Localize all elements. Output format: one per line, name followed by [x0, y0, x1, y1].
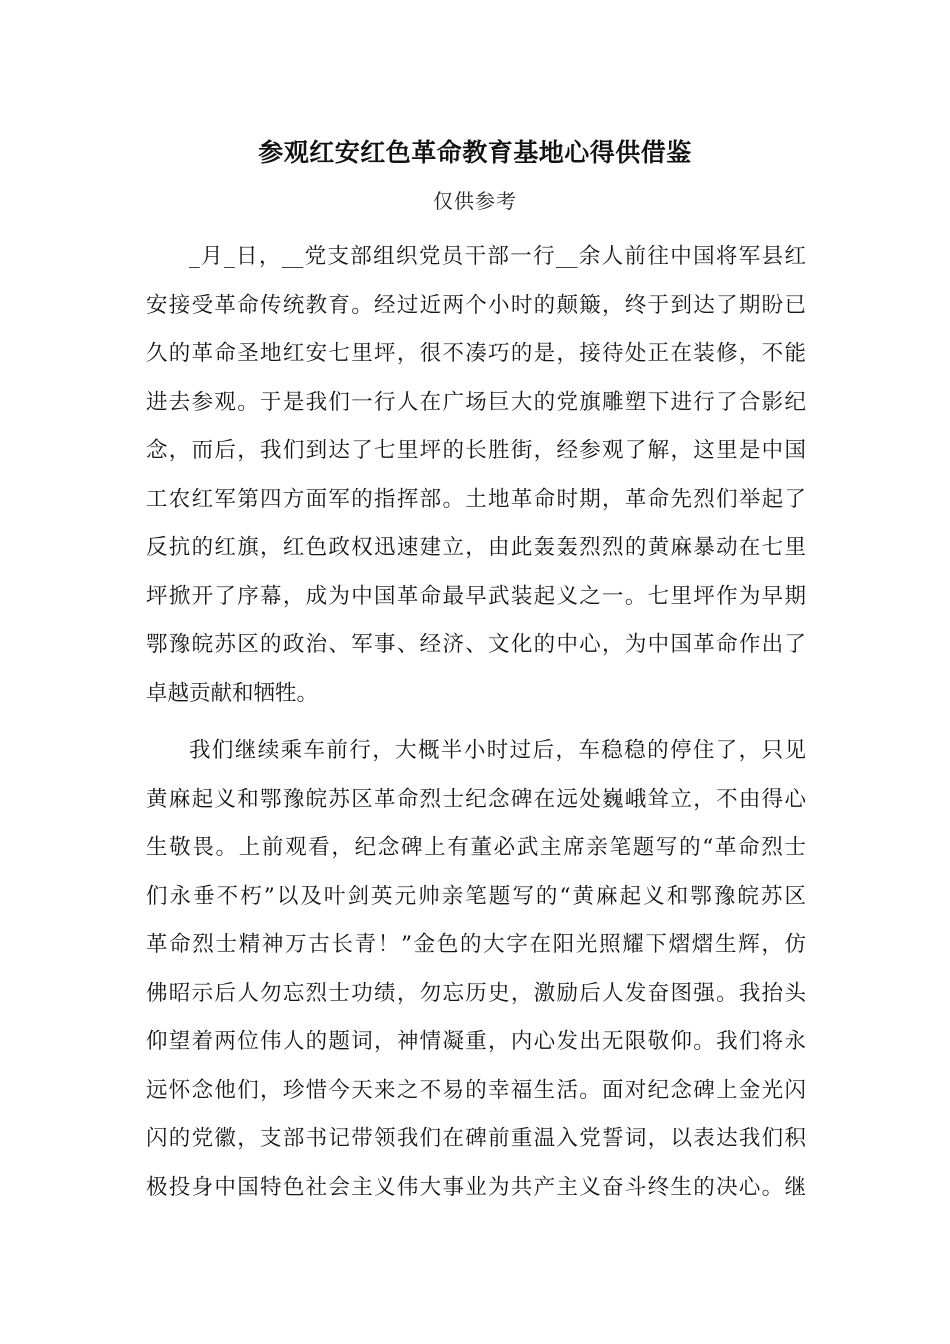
document-body: [146, 233, 806, 1212]
text-line: 们永垂不朽”以及叶剑英元帅亲笔题写的“黄麻起义和鄂豫皖苏区: [146, 883, 806, 909]
paragraph-2: [146, 727, 806, 1212]
paragraph-spacer: [146, 718, 806, 727]
text-line: 黄麻起义和鄂豫皖苏区革命烈士纪念碑在远处巍峨耸立，不由得心: [146, 786, 806, 812]
text-line: 进去参观。于是我们一行人在广场巨大的党旗雕塑下进行了合影纪: [146, 389, 806, 415]
text-line: 安接受革命传统教育。经过近两个小时的颠簸，终于到达了期盼已: [146, 292, 806, 318]
text-line: 远怀念他们，珍惜今天来之不易的幸福生活。面对纪念碑上金光闪: [146, 1077, 806, 1103]
text-line: _月_日，__党支部组织党员干部一行__余人前往中国将军县红: [189, 244, 806, 269]
text-line: 鄂豫皖苏区的政治、军事、经济、文化的中心，为中国革命作出了: [146, 632, 806, 657]
text-line: 我们继续乘车前行，大概半小时过后，车稳稳的停住了，只见: [189, 738, 806, 763]
text-line: 久的革命圣地红安七里坪，很不凑巧的是，接待处正在装修，不能: [146, 341, 806, 366]
text-line: 生敬畏。上前观看，纪念碑上有董必武主席亲笔题写的“革命烈士: [146, 835, 806, 860]
text-line: 仰望着两位伟人的题词，神情凝重，内心发出无限敬仰。我们将永: [146, 1029, 806, 1054]
text-line: 坪掀开了序幕，成为中国革命最早武装起义之一。七里坪作为早期: [146, 583, 806, 609]
text-line: 工农红军第四方面军的指挥部。土地革命时期，革命先烈们举起了: [146, 486, 806, 512]
text-line: 佛昭示后人勿忘烈士功绩，勿忘历史，激励后人发奋图强。我抬头: [146, 980, 806, 1006]
text-line: 闪的党徽，支部书记带领我们在碑前重温入党誓词，以表达我们积: [146, 1126, 806, 1151]
document-title: 参观红安红色革命教育基地心得供借鉴: [258, 138, 692, 167]
document-subtitle: 仅供参考: [433, 189, 517, 213]
text-line: 极投身中国特色社会主义伟大事业为共产主义奋斗终生的决心。继: [146, 1174, 806, 1200]
text-line: 革命烈士精神万古长青！”金色的大字在阳光照耀下熠熠生辉，仿: [146, 932, 806, 957]
paragraph-1: [146, 233, 806, 718]
text-line: 反抗的红旗，红色政权迅速建立，由此轰轰烈烈的黄麻暴动在七里: [146, 535, 806, 560]
text-line: 念，而后，我们到达了七里坪的长胜街，经参观了解，这里是中国: [146, 438, 806, 463]
text-line: 卓越贡献和牺牲。: [146, 680, 319, 706]
